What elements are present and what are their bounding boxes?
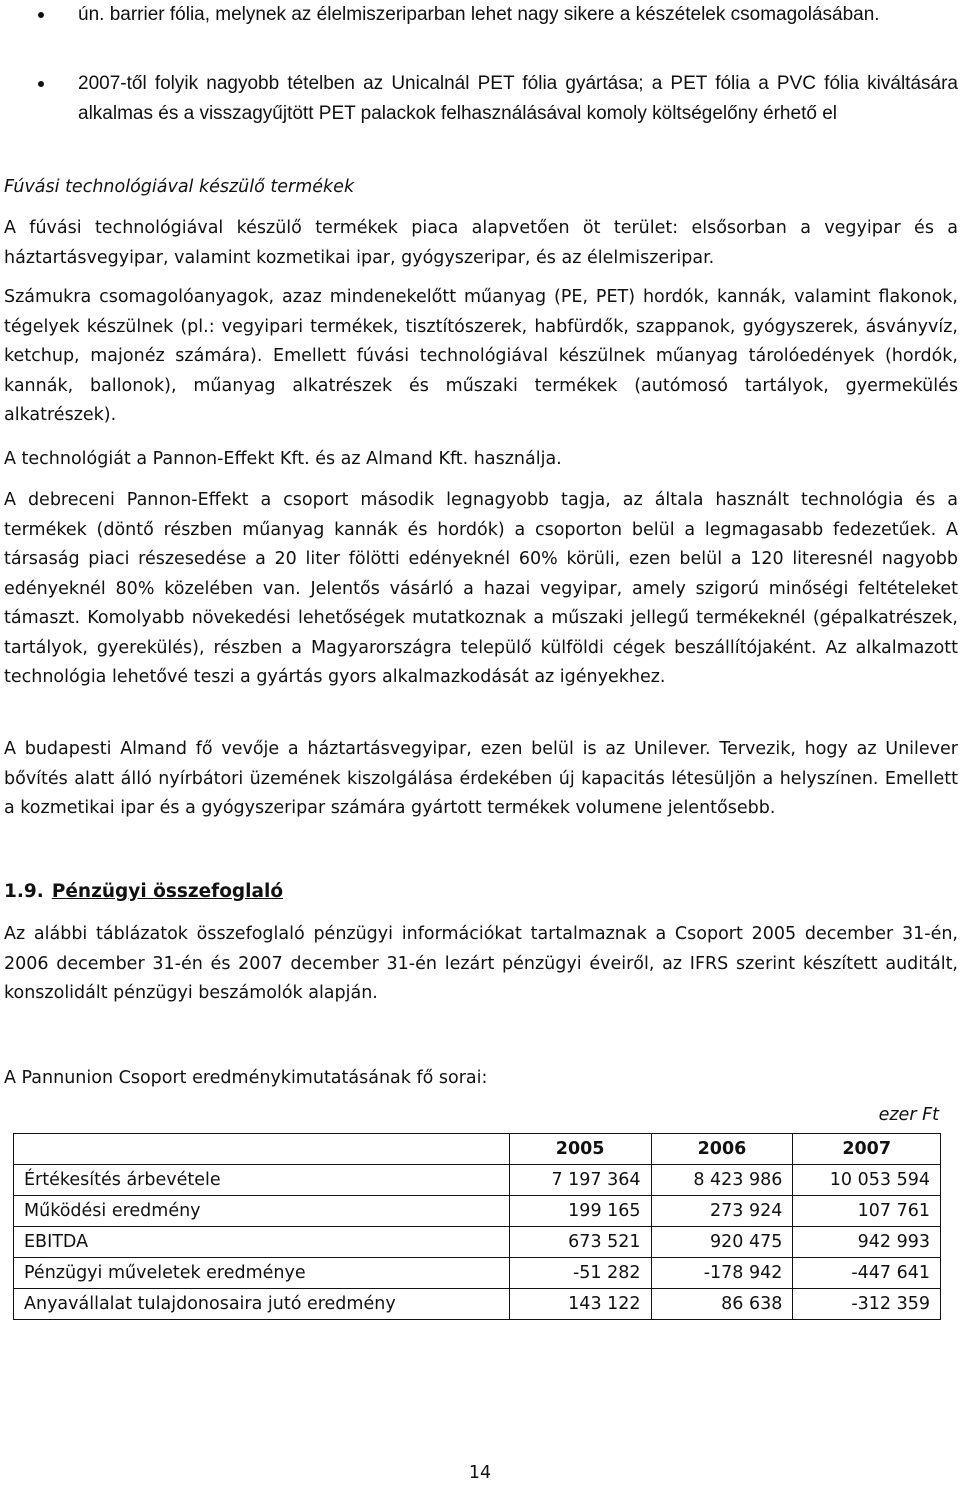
table-cell: -51 282: [509, 1258, 651, 1289]
table-cell: 10 053 594: [793, 1165, 941, 1196]
table-cell: -312 359: [793, 1289, 941, 1320]
table-header-row: [14, 1134, 941, 1165]
table-caption: A Pannunion Csoport eredménykimutatásának fő sorai:: [4, 1068, 488, 1088]
table-row: [14, 1258, 941, 1289]
table-cell: -178 942: [651, 1258, 793, 1289]
table-row: [14, 1289, 941, 1320]
section-title-text: Pénzügyi összefoglaló: [51, 881, 284, 902]
bullet-text: 2007-től folyik nagyobb tételben az Unicalnál PET fólia gyártása; a PET fólia a PVC fólia kiváltására alkalmas és a visszagyűjtött PET palackok felhasználásával komoly költségelőny érhető el: [78, 73, 958, 124]
section-number: 1.9.: [4, 881, 44, 902]
section-intro: Az alábbi táblázatok összefoglaló pénzügyi információkat tartalmaznak a Csoport 2005 december 31-én, 2006 december 31-én és 2007 december 31-én lezárt pénzügyi éveiről, az IFRS szerint készített auditált, konszolidált pénzügyi beszámolók alapján.: [4, 924, 958, 1003]
bullet-text: ún. barrier fólia, melynek az élelmiszeriparban lehet nagy sikere a készételek csomagolásában.: [78, 4, 880, 25]
bullet-dot-icon: [38, 81, 44, 87]
row-label: Pénzügyi műveletek eredménye: [14, 1258, 510, 1289]
page-number: 14: [468, 1463, 492, 1483]
row-label: EBITDA: [14, 1227, 510, 1258]
paragraph-products: Számukra csomagolóanyagok, azaz mindenekelőtt műanyag (PE, PET) hordók, kannák, valamint flakonok, tégelyek készülnek (pl.: vegyipari termékek, tisztítószerek, habfürdők, szappanok, gyógyszerek, ásványvíz, ketchup, majonéz számára). Emellett fúvási technológiával készülnek műanyag tárolóedények (hordók, kannák, ballonok), műanyag alkatrészek és műszaki termékek (autómosó tartályok, gyermekülés alkatrészek).: [4, 287, 958, 425]
paragraph-markets: A fúvási technológiával készülő termékek piaca alapvetően öt terület: elsősorban a vegyipar és a háztartásvegyipar, valamint kozmetikai ipar, gyógyszeripar, és az élelmiszeripar.: [4, 218, 958, 268]
table-cell: 273 924: [651, 1196, 793, 1227]
table-cell: 107 761: [793, 1196, 941, 1227]
table-cell: -447 641: [793, 1258, 941, 1289]
row-label: Működési eredmény: [14, 1196, 510, 1227]
table-header-cell: 2007: [793, 1134, 941, 1165]
table-cell: 7 197 364: [509, 1165, 651, 1196]
paragraph-pannon-effekt: A debreceni Pannon-Effekt a csoport második legnagyobb tagja, az általa használt technológia és a termékek (döntő részben műanyag kannák és hordók) a csoporton belül a legmagasabb fedezetűek. A társaság piaci részesedése a 20 liter fölötti edényeknél 60% körüli, ezen belül a 120 literesnél nagyobb edényeknél 80% közelében van. Jelentős vásárló a hazai vegyipar, amely szigorú minőségi feltételeket támaszt. Komolyabb növekedési lehetőségek mutatkoznak a műszaki jellegű termékeknél (gépalkatrészek, tartályok, gyerekülés), részben a Magyarországra települő külföldi cégek beszállítójaként. Az alkalmazott technológia lehetővé teszi a gyártás gyors alkalmazkodását az igényekhez.: [4, 490, 958, 687]
table-row: [14, 1227, 941, 1258]
table-cell: 86 638: [651, 1289, 793, 1320]
paragraph-almand: A budapesti Almand fő vevője a háztartásvegyipar, ezen belül is az Unilever. Tervezik, hogy az Unilever bővítés alatt álló nyírbátori üzemének kiszolgálása érdekében új kapacitás létesüljön a helyszínen. Emellett a kozmetikai ipar és a gyógyszeripar számára gyártott termékek volumene jelentősebb.: [4, 739, 958, 818]
bullet-dot-icon: [38, 12, 44, 18]
income-statement-table: [13, 1133, 941, 1320]
table-cell: 673 521: [509, 1227, 651, 1258]
row-label: Anyavállalat tulajdonosaira jutó eredmény: [14, 1289, 510, 1320]
table-cell: 942 993: [793, 1227, 941, 1258]
table-unit: ezer Ft: [878, 1105, 939, 1125]
table-cell: 8 423 986: [651, 1165, 793, 1196]
section-title: [4, 877, 283, 907]
table-header-cell: 2005: [509, 1134, 651, 1165]
table-header-cell: [14, 1134, 510, 1165]
table-row: [14, 1196, 941, 1227]
table-row: [14, 1165, 941, 1196]
subheading: Fúvási technológiával készülő termékek: [4, 177, 355, 197]
table-cell: 143 122: [509, 1289, 651, 1320]
paragraph-technology-users: A technológiát a Pannon-Effekt Kft. és az Almand Kft. használja.: [4, 449, 562, 469]
table-header-cell: 2006: [651, 1134, 793, 1165]
table-cell: 199 165: [509, 1196, 651, 1227]
table-cell: 920 475: [651, 1227, 793, 1258]
row-label: Értékesítés árbevétele: [14, 1165, 510, 1196]
